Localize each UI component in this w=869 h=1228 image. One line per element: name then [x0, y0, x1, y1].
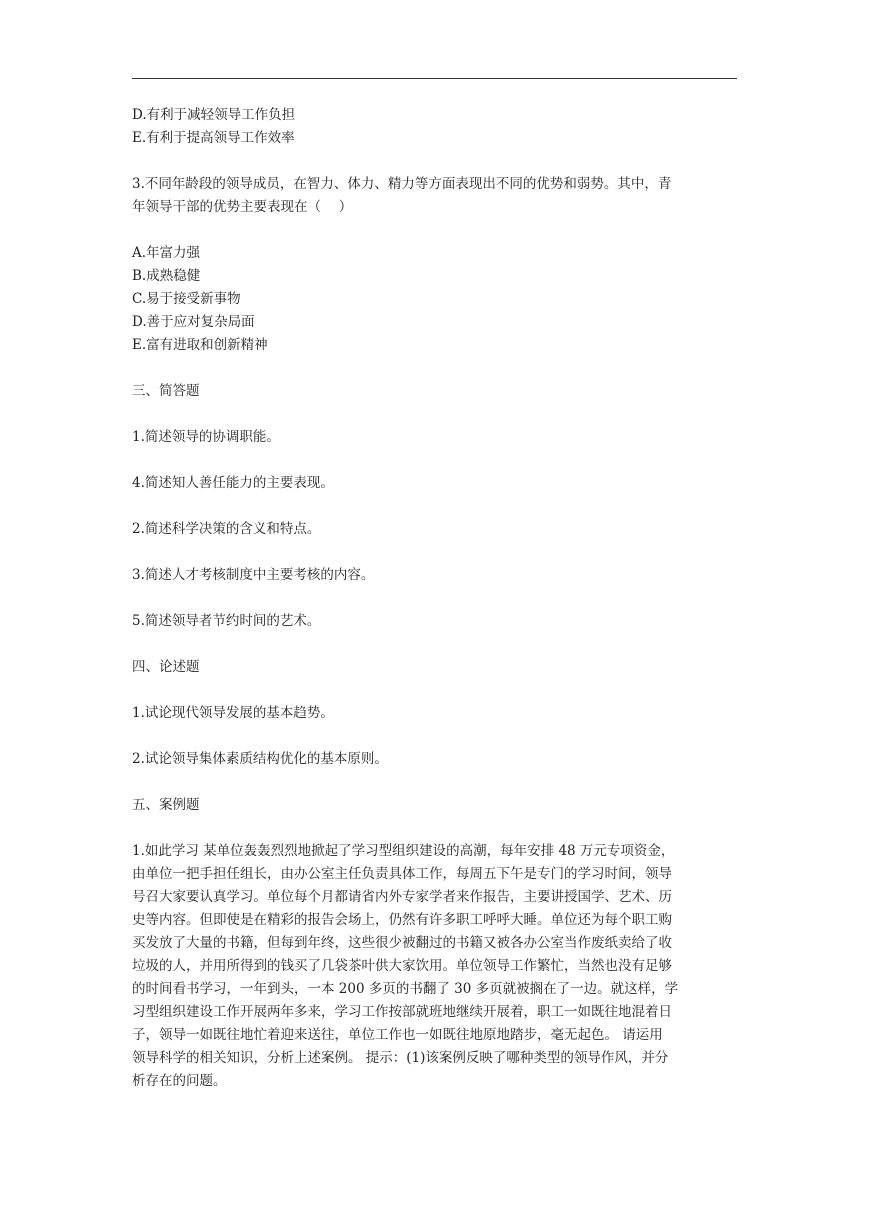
- header-rule: [132, 78, 737, 79]
- option-c: C.易于接受新事物: [132, 291, 241, 307]
- case-line: 的时间看书学习，一年到头，一本 200 多页的书翻了 30 多页就被搁在了一边。就这样，学: [132, 981, 679, 997]
- document-body: [132, 104, 744, 1093]
- case-line: 领导科学的相关知识，分析上述案例。 提示：(1)该案例反映了哪种类型的领导作风，并分: [132, 1050, 669, 1066]
- short-answer-item: 1.简述领导的协调职能。: [132, 429, 280, 445]
- option-d: D.善于应对复杂局面: [132, 314, 255, 330]
- case-line: 习型组织建设工作开展两年多来，学习工作按部就班地继续开展着，职工一如既往地混着日: [132, 1004, 672, 1020]
- case-study-paragraph: [132, 840, 744, 1093]
- question-2-options: [132, 104, 744, 150]
- section-4-heading: 四、论述题: [132, 659, 200, 675]
- short-answer-item: 5.简述领导者节约时间的艺术。: [132, 613, 321, 629]
- case-line: 号召大家要认真学习。单位每个月都请省内外专家学者来作报告，主要讲授国学、艺术、历: [132, 889, 672, 905]
- option-d: D.有利于减轻领导工作负担: [132, 107, 296, 123]
- section-3-heading: 三、简答题: [132, 383, 200, 399]
- short-answer-item: 3.简述人才考核制度中主要考核的内容。: [132, 567, 375, 583]
- question-3-options: [132, 242, 744, 357]
- section-heading: [132, 794, 744, 817]
- short-answer-item: 4.简述知人善任能力的主要表现。: [132, 475, 334, 491]
- section-heading: [132, 656, 744, 679]
- option-e: E.有利于提高领导工作效率: [132, 130, 295, 146]
- case-line: 垃圾的人，并用所得到的钱买了几袋茶叶供大家饮用。单位领导工作繁忙，当然也没有足够: [132, 958, 672, 974]
- case-line: 子，领导一如既往地忙着迎来送往，单位工作也一如既往地原地踏步，毫无起色。 请运用: [132, 1027, 663, 1043]
- option-b: B.成熟稳健: [132, 268, 201, 284]
- essay-item: 2.试论领导集体素质结构优化的基本原则。: [132, 751, 388, 767]
- short-answer-item: 2.简述科学决策的含义和特点。: [132, 521, 321, 537]
- question-3-stem: [132, 173, 744, 219]
- option-a: A.年富力强: [132, 245, 201, 261]
- case-line: 史等内容。但即使是在精彩的报告会场上，仍然有许多职工呼呼大睡。单位还为每个职工购: [132, 912, 672, 928]
- option-e: E.富有进取和创新精神: [132, 337, 268, 353]
- case-line: 析存在的问题。: [132, 1073, 227, 1089]
- section-5-heading: 五、案例题: [132, 797, 200, 813]
- case-line: 1.如此学习 某单位轰轰烈烈地掀起了学习型组织建设的高潮，每年安排 48 万元专项资金，: [132, 843, 675, 859]
- case-line: 买发放了大量的书籍，但每到年终，这些很少被翻过的书籍又被各办公室当作废纸卖给了收: [132, 935, 672, 951]
- question-3-stem-line: 年领导干部的优势主要表现在（ ）: [132, 199, 353, 215]
- case-line: 由单位一把手担任组长，由办公室主任负责具体工作，每周五下午是专门的学习时间，领导: [132, 866, 672, 882]
- question-3-stem-line: 3.不同年龄段的领导成员，在智力、体力、精力等方面表现出不同的优势和弱势。其中，青: [132, 176, 672, 192]
- section-heading: [132, 380, 744, 403]
- essay-item: 1.试论现代领导发展的基本趋势。: [132, 705, 334, 721]
